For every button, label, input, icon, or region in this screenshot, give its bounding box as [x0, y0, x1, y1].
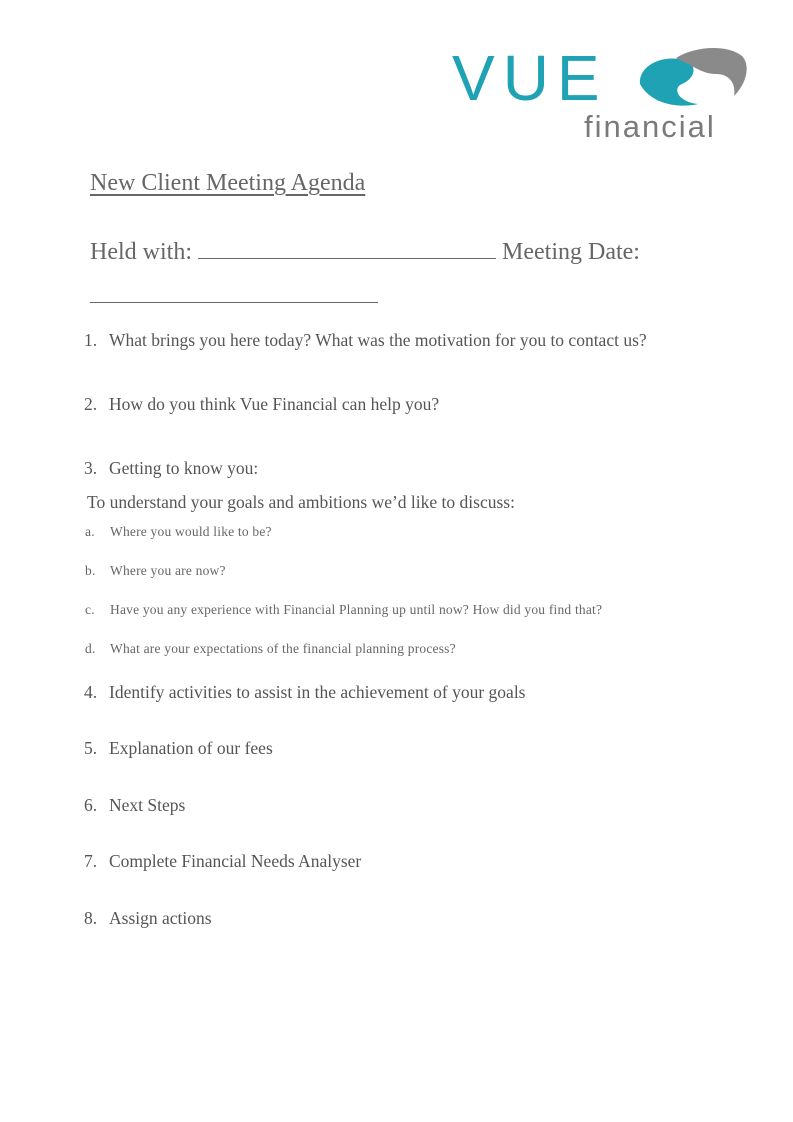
agenda-subitem: d. What are your expectations of the financial planning process?: [85, 641, 456, 656]
held-with-label: Held with:: [90, 239, 192, 265]
page-title: New Client Meeting Agenda: [90, 170, 366, 196]
agenda-item: 5. Explanation of our fees: [84, 738, 273, 758]
logo-wordmark: VUE: [452, 42, 608, 114]
agenda-item: 3. Getting to know you:: [84, 458, 259, 478]
agenda-item: 7. Complete Financial Needs Analyser: [84, 851, 362, 871]
vue-financial-logo: [448, 40, 758, 150]
logo-subtitle: financial: [584, 109, 716, 144]
logo-swoosh-icon: [632, 44, 748, 108]
agenda-item: 2. How do you think Vue Financial can help you?: [84, 394, 440, 414]
agenda-item: 4. Identify activities to assist in the achievement of your goals: [84, 682, 526, 702]
agenda-item: 6. Next Steps: [84, 795, 186, 815]
held-with-blank[interactable]: [198, 236, 496, 259]
agenda-subitem: c. Have you any experience with Financial Planning up until now? How did you find that?: [85, 602, 603, 617]
agenda-item: 8. Assign actions: [84, 908, 212, 928]
agenda-subitem: b. Where you are now?: [85, 563, 226, 578]
held-with-line: [90, 230, 730, 318]
agenda-subitem: a. Where you would like to be?: [85, 524, 272, 539]
agenda-item: 1. What brings you here today? What was the motivation for you to contact us?: [84, 330, 647, 350]
meeting-date-blank[interactable]: [90, 280, 378, 303]
meeting-date-label: Meeting Date:: [502, 239, 640, 265]
discussion-intro: To understand your goals and ambitions we’d like to discuss:: [87, 492, 515, 512]
